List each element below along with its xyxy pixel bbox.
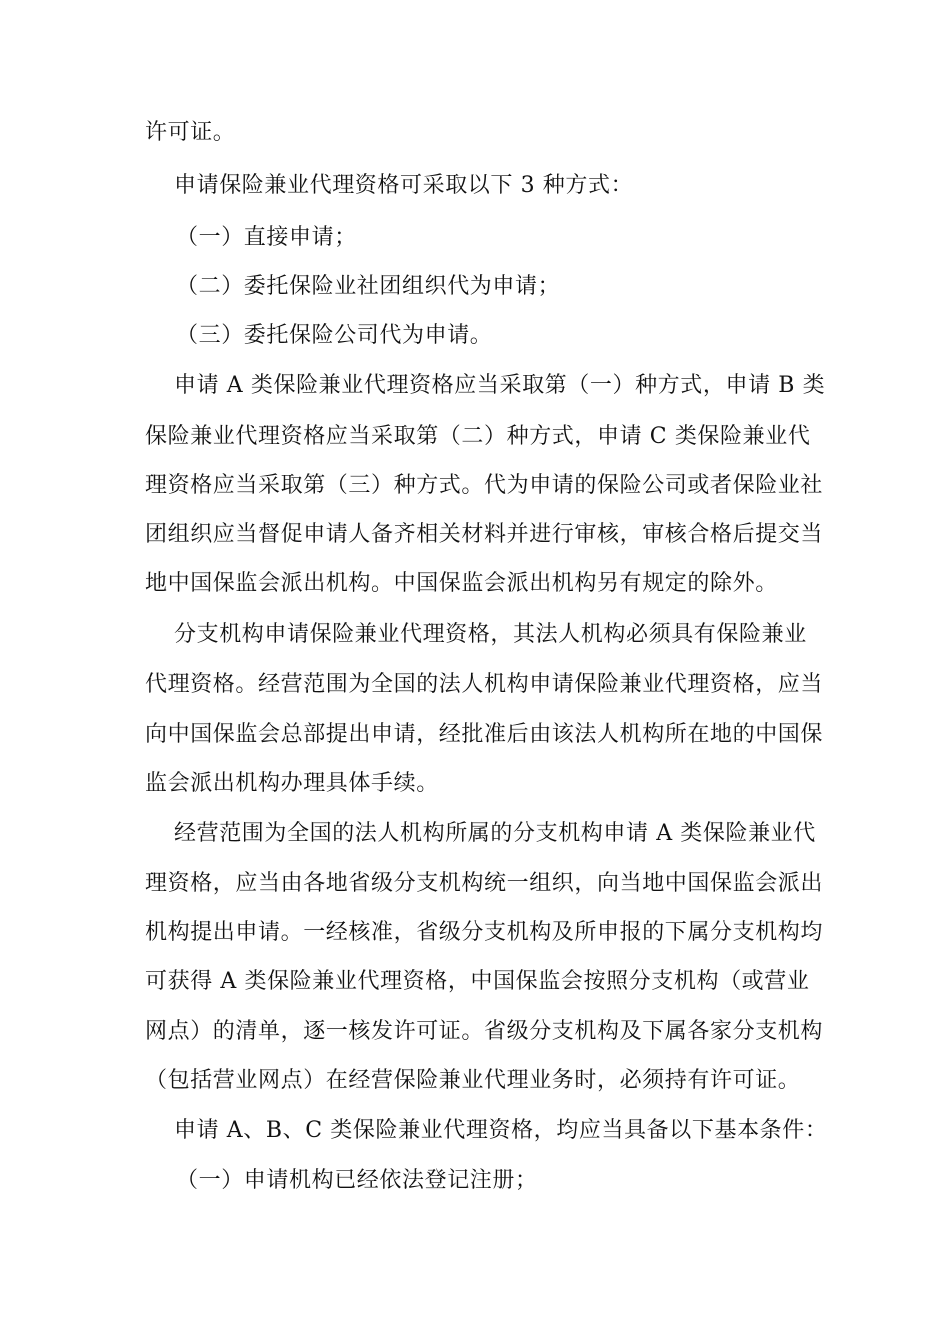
text-line-8: 理资格应当采取第（三）种方式。代为申请的保险公司或者保险业社 (145, 473, 824, 498)
text-line-9: 团组织应当督促申请人备齐相关材料并进行审核，审核合格后提交当 (145, 522, 824, 547)
text-line-17: 机构提出申请。一经核准，省级分支机构及所申报的下属分支机构均 (145, 920, 824, 945)
text-line-1: 许可证。 (145, 120, 236, 145)
text-line-6: 申请 A 类保险兼业代理资格应当采取第（一）种方式，申请 B 类 (174, 373, 826, 398)
text-line-10: 地中国保监会派出机构。中国保监会派出机构另有规定的除外。 (145, 571, 778, 596)
text-line-18: 可获得 A 类保险兼业代理资格，中国保监会按照分支机构（或营业 (145, 969, 810, 994)
list-item-4: （一）申请机构已经依法登记注册； (176, 1168, 538, 1193)
list-item-1: （一）直接申请； (176, 225, 357, 250)
text-line-13: 向中国保监会总部提出申请，经批准后由该法人机构所在地的中国保 (145, 722, 824, 747)
text-line-7: 保险兼业代理资格应当采取第（二）种方式，申请 C 类保险兼业代 (145, 424, 811, 449)
text-line-16: 理资格，应当由各地省级分支机构统一组织，向当地中国保监会派出 (145, 871, 824, 896)
text-line-11: 分支机构申请保险兼业代理资格，其法人机构必须具有保险兼业 (174, 622, 807, 647)
text-line-19: 网点）的清单，逐一核发许可证。省级分支机构及下属各家分支机构 (145, 1019, 824, 1044)
text-line-15: 经营范围为全国的法人机构所属的分支机构申请 A 类保险兼业代 (174, 821, 816, 846)
list-item-3: （三）委托保险公司代为申请。 (176, 323, 493, 348)
text-line-14: 监会派出机构办理具体手续。 (145, 771, 439, 796)
text-line-21: 申请 A、B、C 类保险兼业代理资格，均应当具备以下基本条件： (174, 1118, 828, 1143)
text-line-20: （包括营业网点）在经营保险兼业代理业务时，必须持有许可证。 (145, 1068, 801, 1093)
list-item-2: （二）委托保险业社团组织代为申请； (176, 274, 561, 299)
text-line-12: 代理资格。经营范围为全国的法人机构申请保险兼业代理资格，应当 (145, 672, 824, 697)
text-line-2: 申请保险兼业代理资格可采取以下 3 种方式： (174, 173, 634, 198)
